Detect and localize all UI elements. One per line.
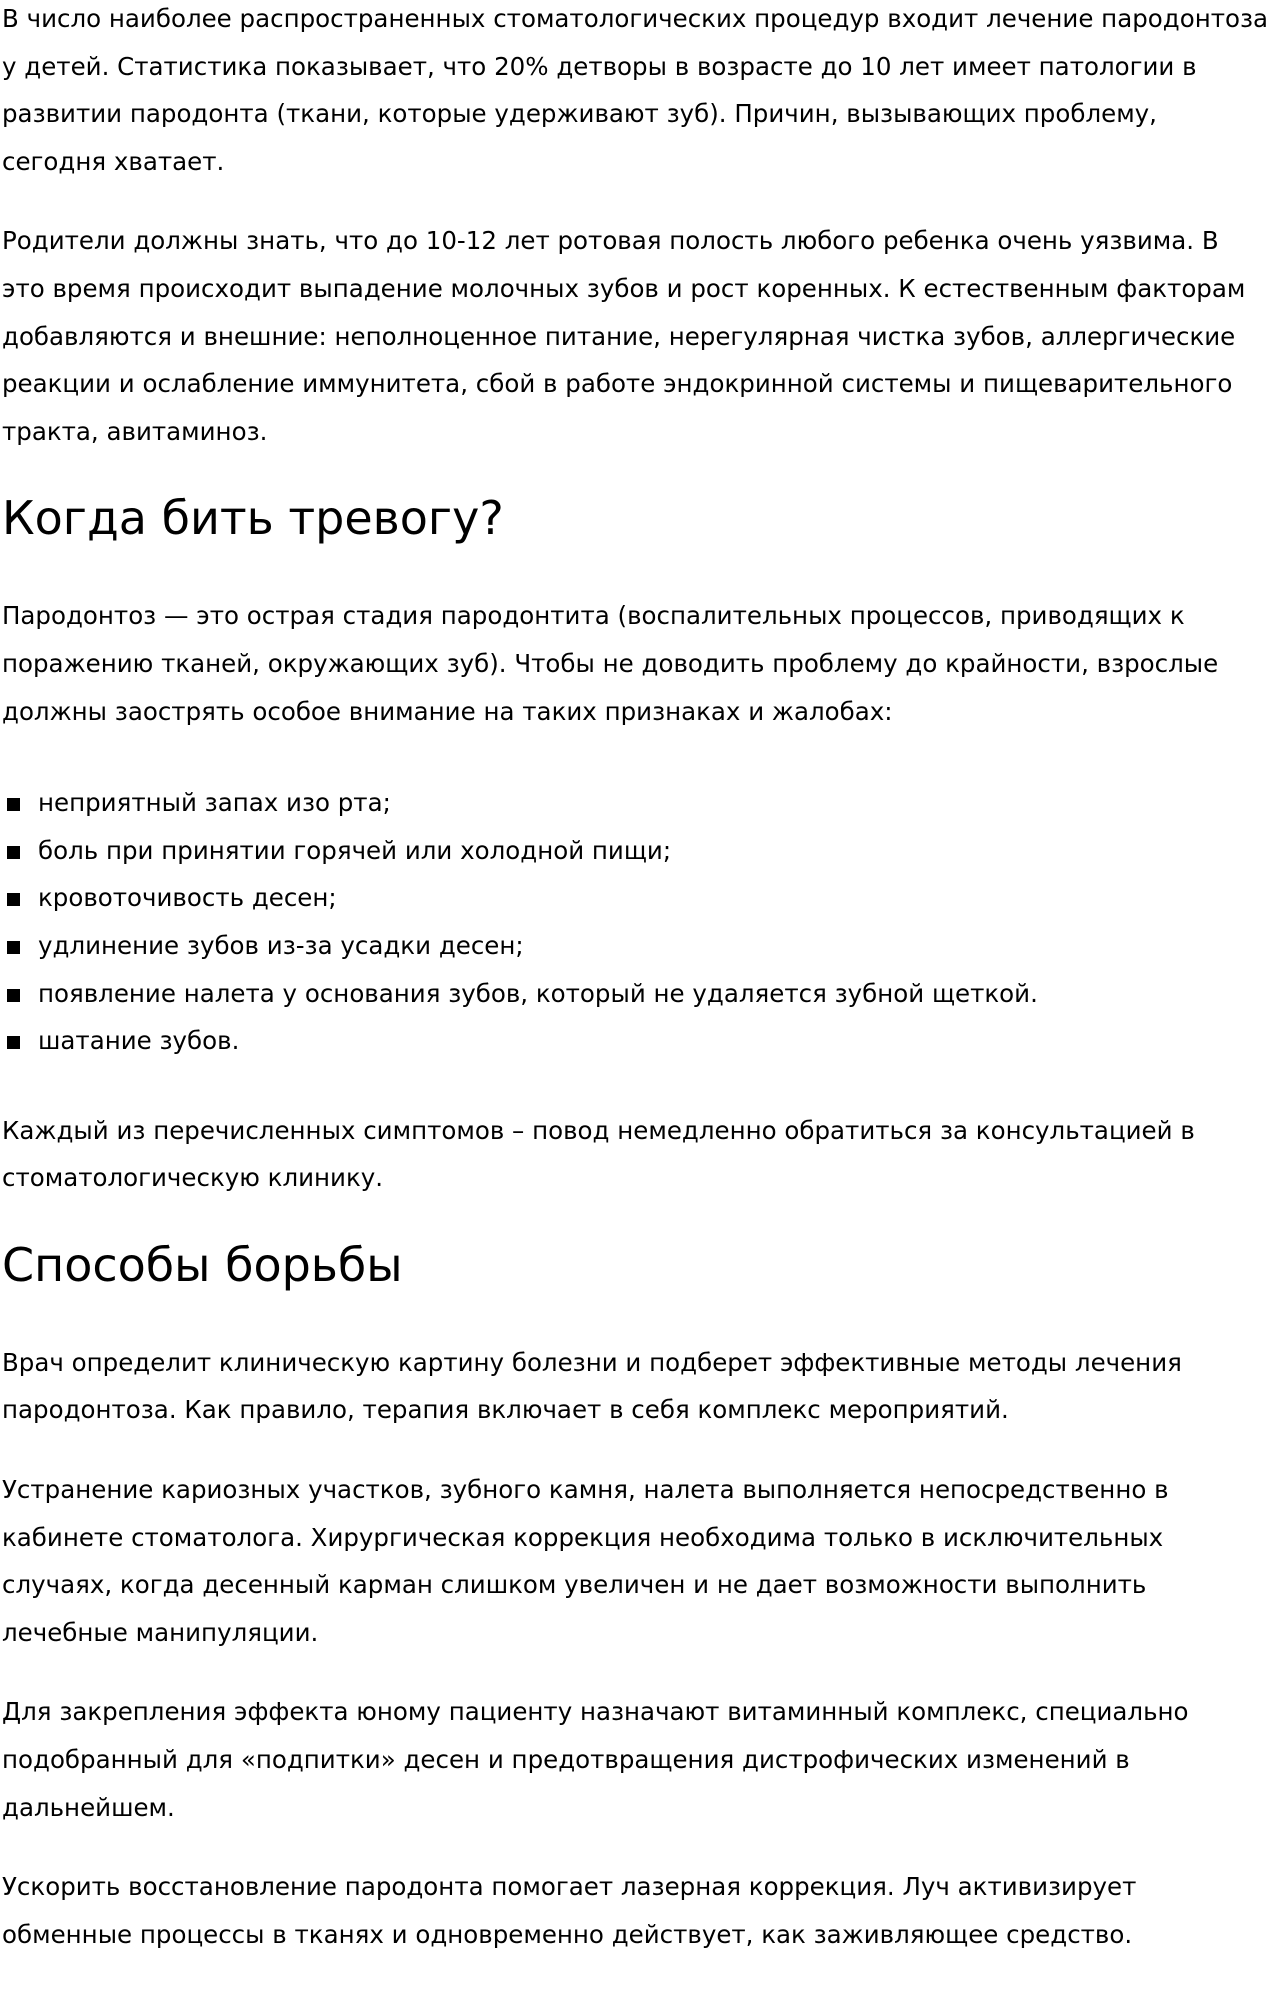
symptoms-list-item-text: неприятный запах изо рта; xyxy=(38,788,391,818)
symptoms-list-item xyxy=(2,874,1268,922)
symptoms-lead-paragraph: Пародонтоз — это острая стадия пародонтита (воспалительных процессов, приводящих к поражению тканей, окружающих зуб). Чтобы не доводить проблему до крайности, взрослые должны заострять особое внимание на таких признаках и жалобах: xyxy=(2,601,1219,726)
section-heading-treatment-methods: Способы борьбы xyxy=(2,1237,403,1292)
symptoms-list-item-text: удлинение зубов из-за усадки десен; xyxy=(38,930,524,960)
square-bullet-icon xyxy=(7,941,20,954)
symptoms-list-item-text: боль при принятии горячей или холодной пищи; xyxy=(38,835,672,865)
symptoms-list-item xyxy=(2,1017,1268,1065)
square-bullet-icon xyxy=(7,846,20,859)
intro-paragraph-2: Родители должны знать, что до 10-12 лет ротовая полость любого ребенка очень уязвима. В это время происходит выпадение молочных зубов и рост коренных. К естественным факторам добавляются и внешние: неполноценное питание, нерегулярная чистка зубов, аллергические реакции и ослабление иммунитета, сбой в работе эндокринной системы и пищеварительного тракта, авитаминоз. xyxy=(2,226,1246,446)
symptoms-list xyxy=(2,779,1268,1065)
symptoms-list-item xyxy=(2,779,1268,827)
symptoms-list-item xyxy=(2,922,1268,970)
symptoms-list-item-text: кровоточивость десен; xyxy=(38,883,337,913)
square-bullet-icon xyxy=(7,1036,20,1049)
treatment-paragraph-2: Устранение кариозных участков, зубного камня, налета выполняется непосредственно в кабинете стоматолога. Хирургическая коррекция необходима только в исключительных случаях, когда десенный карман слишком увеличен и не дает возможности выполнить лечебные манипуляции. xyxy=(2,1475,1169,1647)
intro-paragraph-1: В число наиболее распространенных стоматологических процедур входит лечение пародонтоза у детей. Статистика показывает, что 20% детворы в возрасте до 10 лет имеет патологии в развитии пародонта (ткани, которые удерживают зуб). Причин, вызывающих проблему, сегодня хватает. xyxy=(2,4,1269,176)
symptoms-list-item-text: появление налета у основания зубов, который не удаляется зубной щеткой. xyxy=(38,978,1038,1008)
section-heading-when-to-worry: Когда бить тревогу? xyxy=(2,491,504,546)
symptoms-closing-paragraph: Каждый из перечисленных симптомов – повод немедленно обратиться за консультацией в стоматологическую клинику. xyxy=(2,1115,1195,1193)
symptoms-list-item xyxy=(2,970,1268,1018)
treatment-paragraph-1: Врач определит клиническую картину болезни и подберет эффективные методы лечения пародонтоза. Как правило, терапия включает в себя комплекс мероприятий. xyxy=(2,1347,1182,1425)
square-bullet-icon xyxy=(7,989,20,1002)
symptoms-list-item xyxy=(2,827,1268,875)
treatment-paragraph-4: Ускорить восстановление пародонта помогает лазерная коррекция. Луч активизирует обменные процессы в тканях и одновременно действует, как заживляющее средство. xyxy=(2,1872,1137,1949)
square-bullet-icon xyxy=(7,893,20,906)
treatment-paragraph-3: Для закрепления эффекта юному пациенту назначают витаминный комплекс, специально подобранный для «подпитки» десен и предотвращения дистрофических изменений в дальнейшем. xyxy=(2,1697,1189,1822)
symptoms-list-item-text: шатание зубов. xyxy=(38,1026,240,1056)
square-bullet-icon xyxy=(7,798,20,811)
